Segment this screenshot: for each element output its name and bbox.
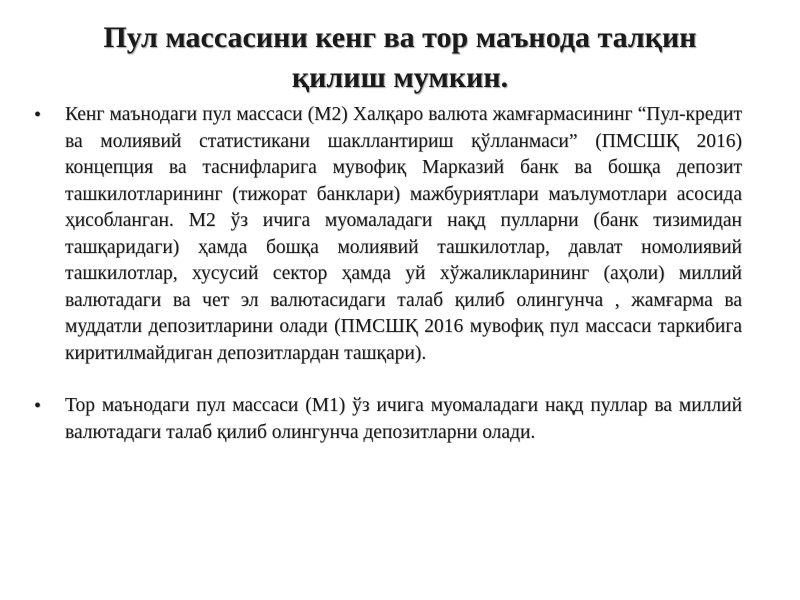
bullet-item-m2: [30, 102, 742, 367]
bullet-item-m1: [30, 393, 742, 446]
bullet-text-m1: Тор маънодаги пул массаси (M1) ўз ичига муомаладаги нақд пуллар ва миллий валютадаги талаб қилиб олингунча депозитларни олади.: [65, 395, 742, 443]
bullet-text-m2: Кенг маънодаги пул массаси (M2) Халқаро валюта жамғармасининг “Пул-кредит ва молиявий статистикани шакллантириш қўлланмаси” (ПМСШҚ 2016) концепция ва таснифларига мувофиқ Марказий банк ва бошқа депозит ташкилотларининг (тижорат банклари) мажбуриятлари маълумотлари асосида ҳисобланган. M2 ўз ичига муомаладаги нақд пулларни (банк тизимидан ташқаридаги) ҳамда бошқа молиявий ташкилотлар, давлат номолиявий ташкилотлар, хусусий сектор ҳамда уй хўжаликларининг (аҳоли) миллий валютадаги ва чет эл валютасидаги талаб қилиб олингунча , жамғарма ва муддатли депозитларини олади (ПМСШҚ 2016 мувофиқ пул массаси таркибига киритилмайдиган депозитлардан ташқари).: [65, 104, 742, 364]
bullet-list: [30, 102, 742, 446]
bullet-icon: •: [34, 104, 42, 126]
bullet-icon: •: [34, 395, 42, 417]
slide-title: Пул массасини кенг ва тор маънода талқин қилиш мумкин.: [103, 21, 697, 94]
